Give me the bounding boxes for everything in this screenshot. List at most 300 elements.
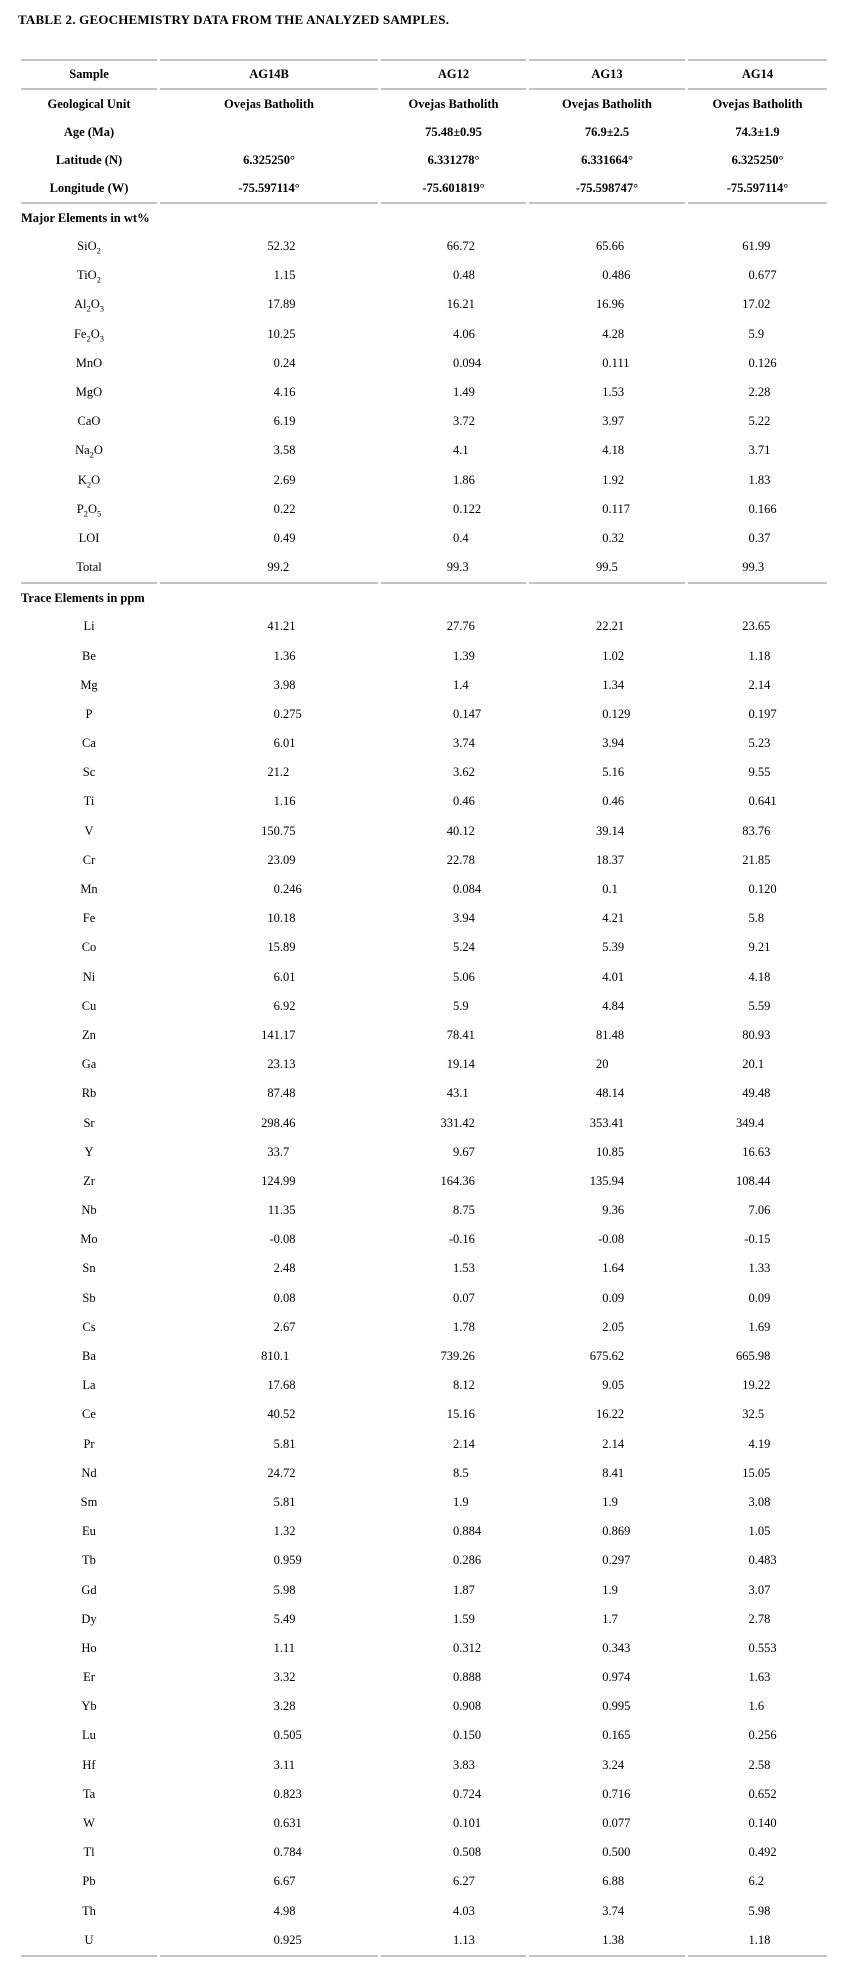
value-cell: 2 .69: [273, 472, 296, 487]
value-cell: 66 .72: [446, 239, 475, 254]
geochem-table-body: [21, 59, 827, 1957]
value-cell: 40 .12: [446, 823, 475, 838]
value-cell: 0 .884: [453, 1524, 482, 1539]
value-cell: 675 .62: [589, 1349, 625, 1364]
value-cell: 6 .88: [602, 1874, 625, 1889]
info-row: [21, 146, 827, 174]
value-cell: 1 .83: [748, 472, 771, 487]
data-row: [21, 787, 827, 816]
value-cell: 3 .97: [602, 414, 625, 429]
value-cell: 17 .89: [267, 297, 296, 312]
value-cell: 19 .14: [446, 1057, 475, 1072]
row-label: U: [21, 1926, 157, 1957]
value-cell: 0 .275: [273, 706, 302, 721]
row-label: Eu: [82, 1524, 96, 1539]
value-cell: 9 .55: [748, 765, 771, 780]
value-cell: 0 .150: [453, 1728, 482, 1743]
info-row: [21, 174, 827, 204]
data-row: [21, 1313, 827, 1342]
row-label: Mo: [80, 1232, 98, 1247]
value-cell: [160, 118, 378, 146]
info-row: [21, 90, 827, 118]
value-cell: 0 .553: [748, 1640, 777, 1655]
value-cell: 0 .094: [453, 355, 482, 370]
row-label: Er: [83, 1670, 95, 1685]
value-cell: 0 .492: [748, 1845, 777, 1860]
value-cell: 5 .49: [273, 1611, 296, 1626]
value-cell: 810 .1: [261, 1349, 290, 1364]
value-cell: 1 .13: [381, 1926, 526, 1957]
value-cell: 0 .652: [748, 1786, 777, 1801]
value-cell: 21 .2: [267, 765, 290, 780]
data-row: [21, 495, 827, 524]
value-cell: 0 .166: [748, 501, 777, 516]
value-cell: 8 .41: [602, 1465, 625, 1480]
value-cell: 353 .41: [589, 1115, 625, 1130]
value-cell: 78 .41: [446, 1027, 475, 1042]
value-cell: 0 .505: [273, 1728, 302, 1743]
value-cell: 7 .06: [748, 1203, 771, 1218]
value-cell: 20: [596, 1057, 609, 1072]
value-cell: 4 .1: [453, 443, 469, 458]
value-cell: 0 .09: [602, 1290, 625, 1305]
data-row: [21, 612, 827, 641]
value-cell: 99 .2: [160, 553, 378, 584]
value-cell: Ovejas Batholith: [224, 96, 314, 111]
data-row: [21, 407, 827, 436]
value-cell: 141 .17: [261, 1027, 296, 1042]
table-title: TABLE 2. GEOCHEMISTRY DATA FROM THE ANALYZED SAMPLES.: [18, 12, 450, 27]
data-row: [21, 1050, 827, 1079]
value-cell: 665 .98: [735, 1349, 771, 1364]
value-cell: 0 .09: [748, 1290, 771, 1305]
value-cell: 2 .48: [273, 1261, 296, 1276]
value-cell: 3 .28: [273, 1699, 296, 1714]
row-label: LOI: [78, 530, 100, 545]
value-cell: 0 .111: [602, 355, 630, 370]
value-cell: 24 .72: [267, 1465, 296, 1480]
data-row: [21, 524, 827, 553]
row-label: Mg: [80, 677, 98, 692]
value-cell: 5 .06: [453, 969, 475, 984]
value-cell: 3 .08: [748, 1494, 771, 1509]
row-label: Dy: [81, 1611, 97, 1626]
row-label: $Na_2O$: [75, 443, 103, 460]
value-cell: 0 .49: [273, 530, 296, 545]
value-cell: 0 .312: [453, 1640, 482, 1655]
value-cell: 5 .9: [748, 326, 765, 341]
row-label: $K_2O$: [77, 472, 101, 490]
value-cell: -75.598747°: [529, 174, 685, 204]
value-cell: 298 .46: [261, 1115, 296, 1130]
value-cell: 0 .677: [748, 268, 777, 283]
data-row: [21, 1371, 827, 1400]
row-label: Age (Ma): [63, 124, 115, 139]
row-label: La: [82, 1378, 96, 1393]
value-cell: 4 .18: [748, 969, 771, 984]
value-cell: 1 .92: [602, 472, 625, 487]
value-cell: 1 .9: [453, 1494, 469, 1509]
data-row: [21, 758, 827, 787]
value-cell: 0 .823: [273, 1786, 302, 1801]
value-cell: 9 .05: [602, 1378, 625, 1393]
value-cell: 0 .631: [273, 1816, 302, 1831]
row-label: Nd: [81, 1465, 97, 1480]
value-cell: 0 .716: [602, 1786, 631, 1801]
row-label: Tl: [83, 1845, 95, 1860]
value-cell: 81 .48: [596, 1027, 625, 1042]
value-cell: 0 .500: [602, 1845, 631, 1860]
row-label: Rb: [81, 1086, 97, 1101]
value-cell: 33 .7: [267, 1144, 290, 1159]
value-cell: 6 .92: [273, 998, 296, 1013]
value-cell: 739 .26: [440, 1349, 475, 1364]
row-label: CaO: [77, 414, 101, 429]
data-row: [21, 1751, 827, 1780]
value-cell: 1 .16: [273, 794, 296, 809]
value-cell: 20 .1: [742, 1057, 765, 1072]
row-label: Cu: [81, 998, 97, 1013]
value-cell: 0 .888: [453, 1670, 482, 1685]
value-cell: 331 .42: [440, 1115, 475, 1130]
row-label: Pb: [82, 1874, 96, 1889]
value-cell: 6.325250°: [731, 152, 784, 167]
value-cell: -0 .08: [269, 1232, 296, 1247]
value-cell: 3 .74: [602, 1903, 625, 1918]
row-label: Ta: [82, 1786, 96, 1801]
value-cell: 10 .18: [267, 911, 296, 926]
data-row: [21, 1575, 827, 1604]
row-label: Ni: [82, 969, 96, 984]
value-cell: 4 .19: [748, 1436, 771, 1451]
data-row: [21, 290, 827, 319]
value-cell: 6 .2: [748, 1874, 765, 1889]
value-cell: 0 .32: [602, 530, 625, 545]
data-row: [21, 466, 827, 495]
row-label: Co: [81, 940, 97, 955]
value-cell: 65 .66: [596, 239, 625, 254]
value-cell: 10 .25: [267, 326, 296, 341]
value-cell: 17 .68: [267, 1378, 296, 1393]
value-cell: 1 .63: [748, 1670, 771, 1685]
value-cell: 4 .03: [453, 1903, 475, 1918]
row-label: Pr: [83, 1436, 95, 1451]
value-cell: 1 .39: [453, 648, 475, 663]
value-cell: 4 .18: [602, 443, 625, 458]
data-row: [21, 700, 827, 729]
value-cell: 22 .21: [596, 619, 625, 634]
data-row: [21, 1079, 827, 1108]
section-header: Trace Elements in ppm: [21, 590, 145, 605]
value-cell: 0 .07: [453, 1290, 475, 1305]
value-cell: 2 .14: [602, 1436, 625, 1451]
row-label: Sc: [82, 765, 96, 780]
value-cell: 0 .140: [748, 1816, 777, 1831]
row-label: $Al_2O_3$: [73, 297, 105, 314]
row-label: Cr: [82, 852, 96, 867]
data-row: [21, 1546, 827, 1575]
value-cell: 0 .46: [602, 794, 625, 809]
row-label: Li: [83, 619, 95, 634]
value-cell: -75.597114°: [160, 174, 378, 204]
value-cell: 15 .89: [267, 940, 296, 955]
value-cell: 5 .81: [273, 1494, 296, 1509]
data-row: [21, 553, 827, 584]
value-cell: Ovejas Batholith: [712, 96, 803, 111]
value-cell: 16 .63: [742, 1144, 771, 1159]
row-label: MnO: [75, 355, 103, 370]
row-label: Nb: [81, 1203, 97, 1218]
value-cell: 0 .077: [602, 1816, 631, 1831]
value-cell: 5 .98: [748, 1903, 771, 1918]
data-row: [21, 1867, 827, 1896]
value-cell: 0 .165: [602, 1728, 631, 1743]
value-cell: 1 .69: [748, 1319, 771, 1334]
value-cell: 9 .36: [602, 1203, 625, 1218]
value-cell: 6 .67: [273, 1874, 296, 1889]
value-cell: -0 .08: [598, 1232, 625, 1247]
value-cell: 15 .05: [742, 1465, 771, 1480]
row-label: Th: [82, 1903, 96, 1918]
value-cell: 5 .9: [453, 998, 469, 1013]
row-label: Hf: [82, 1757, 96, 1772]
value-cell: 48 .14: [596, 1086, 625, 1101]
row-label: Cs: [82, 1319, 96, 1334]
section-header-row: [21, 204, 827, 232]
value-cell: 0 .297: [602, 1553, 631, 1568]
value-cell: 4 .84: [602, 998, 625, 1013]
value-cell: 0 .129: [602, 706, 631, 721]
value-cell: 1 .6: [748, 1699, 765, 1714]
data-row: [21, 1488, 827, 1517]
value-cell: 8 .12: [453, 1378, 475, 1393]
value-cell: 0 .784: [273, 1845, 302, 1860]
value-cell: 0 .46: [453, 794, 475, 809]
data-row: [21, 1838, 827, 1867]
value-cell: 0 .22: [273, 501, 296, 516]
value-cell: 3 .94: [602, 736, 625, 751]
data-row: [21, 1897, 827, 1926]
value-cell: 0 .122: [453, 501, 482, 516]
data-row: [21, 875, 827, 904]
value-cell: 4 .21: [602, 911, 625, 926]
value-cell: 0 .101: [453, 1816, 482, 1831]
value-cell: 1 .18: [748, 648, 771, 663]
row-label: Sb: [82, 1290, 96, 1305]
value-cell: 3 .71: [748, 443, 771, 458]
value-cell: 1 .59: [453, 1611, 475, 1626]
value-cell: 76.9±2.5: [584, 124, 630, 139]
data-row: [21, 1459, 827, 1488]
value-cell: 6 .27: [453, 1874, 475, 1889]
data-row: [21, 1780, 827, 1809]
value-cell: 1 .33: [748, 1261, 771, 1276]
value-cell: 1 .87: [453, 1582, 475, 1597]
value-cell: 135 .94: [589, 1173, 625, 1188]
value-cell: 1 .78: [453, 1319, 475, 1334]
value-cell: 6.331664°: [581, 152, 633, 167]
value-cell: 5 .22: [748, 414, 771, 429]
value-cell: 3 .11: [273, 1757, 296, 1772]
value-cell: 99 .3: [381, 553, 526, 584]
value-cell: 22 .78: [446, 852, 475, 867]
value-cell: 75.48±0.95: [425, 124, 482, 139]
value-cell: 5 .59: [748, 998, 771, 1013]
row-label: TiO$_2$: [77, 268, 101, 285]
data-row: [21, 1400, 827, 1429]
value-cell: 6 .19: [273, 414, 296, 429]
row-label: Tb: [82, 1553, 96, 1568]
value-cell: 16 .96: [596, 297, 625, 312]
value-cell: 2 .05: [602, 1319, 625, 1334]
value-cell: 15 .16: [446, 1407, 475, 1422]
value-cell: 108 .44: [735, 1173, 771, 1188]
value-cell: 1 .86: [453, 472, 475, 487]
row-label: Total: [21, 553, 157, 584]
value-cell: 0 .147: [453, 706, 482, 721]
data-row: [21, 846, 827, 875]
value-cell: -0 .16: [448, 1232, 475, 1247]
data-row: [21, 1721, 827, 1750]
value-cell: 1 .64: [602, 1261, 625, 1276]
value-cell: 5 .16: [602, 765, 625, 780]
value-cell: 49 .48: [742, 1086, 771, 1101]
data-row: [21, 1605, 827, 1634]
value-cell: 6 .01: [273, 736, 296, 751]
row-label: Yb: [81, 1699, 97, 1714]
value-cell: 2 .78: [748, 1611, 771, 1626]
value-cell: 0 .869: [602, 1524, 631, 1539]
value-cell: 3 .62: [453, 765, 475, 780]
data-row: [21, 1254, 827, 1283]
data-row: [21, 232, 827, 261]
data-row: [21, 261, 827, 290]
row-label: Geological Unit: [47, 96, 131, 111]
value-cell: 41 .21: [267, 619, 296, 634]
row-label: Latitude (N): [55, 152, 123, 167]
value-cell: 0 .343: [602, 1640, 631, 1655]
value-cell: 16 .21: [446, 297, 475, 312]
data-row: [21, 641, 827, 670]
data-row: [21, 1430, 827, 1459]
data-row: [21, 436, 827, 465]
value-cell: 1 .36: [273, 648, 296, 663]
data-row: [21, 729, 827, 758]
data-row: [21, 1108, 827, 1137]
value-cell: 1 .7: [602, 1611, 618, 1626]
value-cell: 8 .5: [453, 1465, 469, 1480]
value-cell: 349 .4: [735, 1115, 765, 1130]
value-cell: 164 .36: [440, 1173, 475, 1188]
data-row: [21, 1196, 827, 1225]
data-row: [21, 378, 827, 407]
row-label: Ca: [82, 736, 96, 751]
value-cell: 1 .9: [602, 1494, 618, 1509]
value-cell: -75.601819°: [381, 174, 526, 204]
row-label: V: [84, 823, 94, 838]
value-cell: 27 .76: [446, 619, 475, 634]
value-cell: 0 .286: [453, 1553, 482, 1568]
data-row: [21, 904, 827, 933]
value-cell: 2 .58: [748, 1757, 771, 1772]
value-cell: 3 .32: [273, 1670, 296, 1685]
value-cell: 9 .21: [748, 940, 771, 955]
data-row: [21, 1284, 827, 1313]
column-header-cell: AG13: [529, 59, 685, 90]
value-cell: 1 .9: [602, 1582, 618, 1597]
data-row: [21, 1167, 827, 1196]
value-cell: 124 .99: [261, 1173, 296, 1188]
value-cell: 3 .07: [748, 1582, 771, 1597]
row-label: Zn: [82, 1027, 96, 1042]
value-cell: 23 .09: [267, 852, 296, 867]
value-cell: 0 .1: [602, 882, 618, 897]
row-label: SiO$_2$: [77, 239, 101, 256]
value-cell: 1 .4: [453, 677, 469, 692]
value-cell: 2 .28: [748, 385, 771, 400]
value-cell: 4 .98: [273, 1903, 296, 1918]
value-cell: 3 .83: [453, 1757, 475, 1772]
value-cell: 0 .995: [602, 1699, 631, 1714]
value-cell: -75.597114°: [688, 174, 827, 204]
data-row: [21, 1926, 827, 1957]
data-row: [21, 817, 827, 846]
value-cell: 1 .34: [602, 677, 625, 692]
value-cell: 3 .58: [273, 443, 296, 458]
column-header-cell: AG14B: [160, 59, 378, 90]
value-cell: 0 .641: [748, 794, 777, 809]
value-cell: Ovejas Batholith: [408, 96, 499, 111]
value-cell: 2 .14: [748, 677, 771, 692]
value-cell: 1 .02: [602, 648, 625, 663]
value-cell: 0 .486: [602, 268, 631, 283]
value-cell: 52 .32: [267, 239, 296, 254]
value-cell: 32 .5: [742, 1407, 765, 1422]
value-cell: 5 .81: [273, 1436, 296, 1451]
row-label: Y: [84, 1144, 94, 1159]
value-cell: 18 .37: [596, 852, 625, 867]
row-label: Lu: [82, 1728, 96, 1743]
value-cell: 9 .67: [453, 1144, 475, 1159]
value-cell: 3 .74: [453, 736, 475, 751]
value-cell: 1 .15: [273, 268, 296, 283]
value-cell: 19 .22: [742, 1378, 771, 1393]
data-row: [21, 933, 827, 962]
data-row: [21, 963, 827, 992]
value-cell: 1 .11: [273, 1640, 296, 1655]
value-cell: 43 .1: [446, 1086, 469, 1101]
value-cell: 4 .28: [602, 326, 625, 341]
row-label: Be: [82, 648, 96, 663]
data-row: [21, 1225, 827, 1254]
value-cell: 99 .5: [529, 553, 685, 584]
value-cell: 0 .483: [748, 1553, 777, 1568]
data-row: [21, 1021, 827, 1050]
row-label: P: [85, 706, 93, 721]
data-row: [21, 1692, 827, 1721]
value-cell: 1 .53: [453, 1261, 475, 1276]
value-cell: 0 .4: [453, 530, 469, 545]
info-row: [21, 118, 827, 146]
value-cell: 5 .24: [453, 940, 475, 955]
data-row: [21, 1517, 827, 1546]
value-cell: 5 .39: [602, 940, 625, 955]
column-header-cell: AG14: [688, 59, 827, 90]
row-label: Ho: [81, 1640, 97, 1655]
value-cell: 5 .23: [748, 736, 771, 751]
value-cell: 0 .508: [453, 1845, 482, 1860]
value-cell: 61 .99: [742, 239, 771, 254]
